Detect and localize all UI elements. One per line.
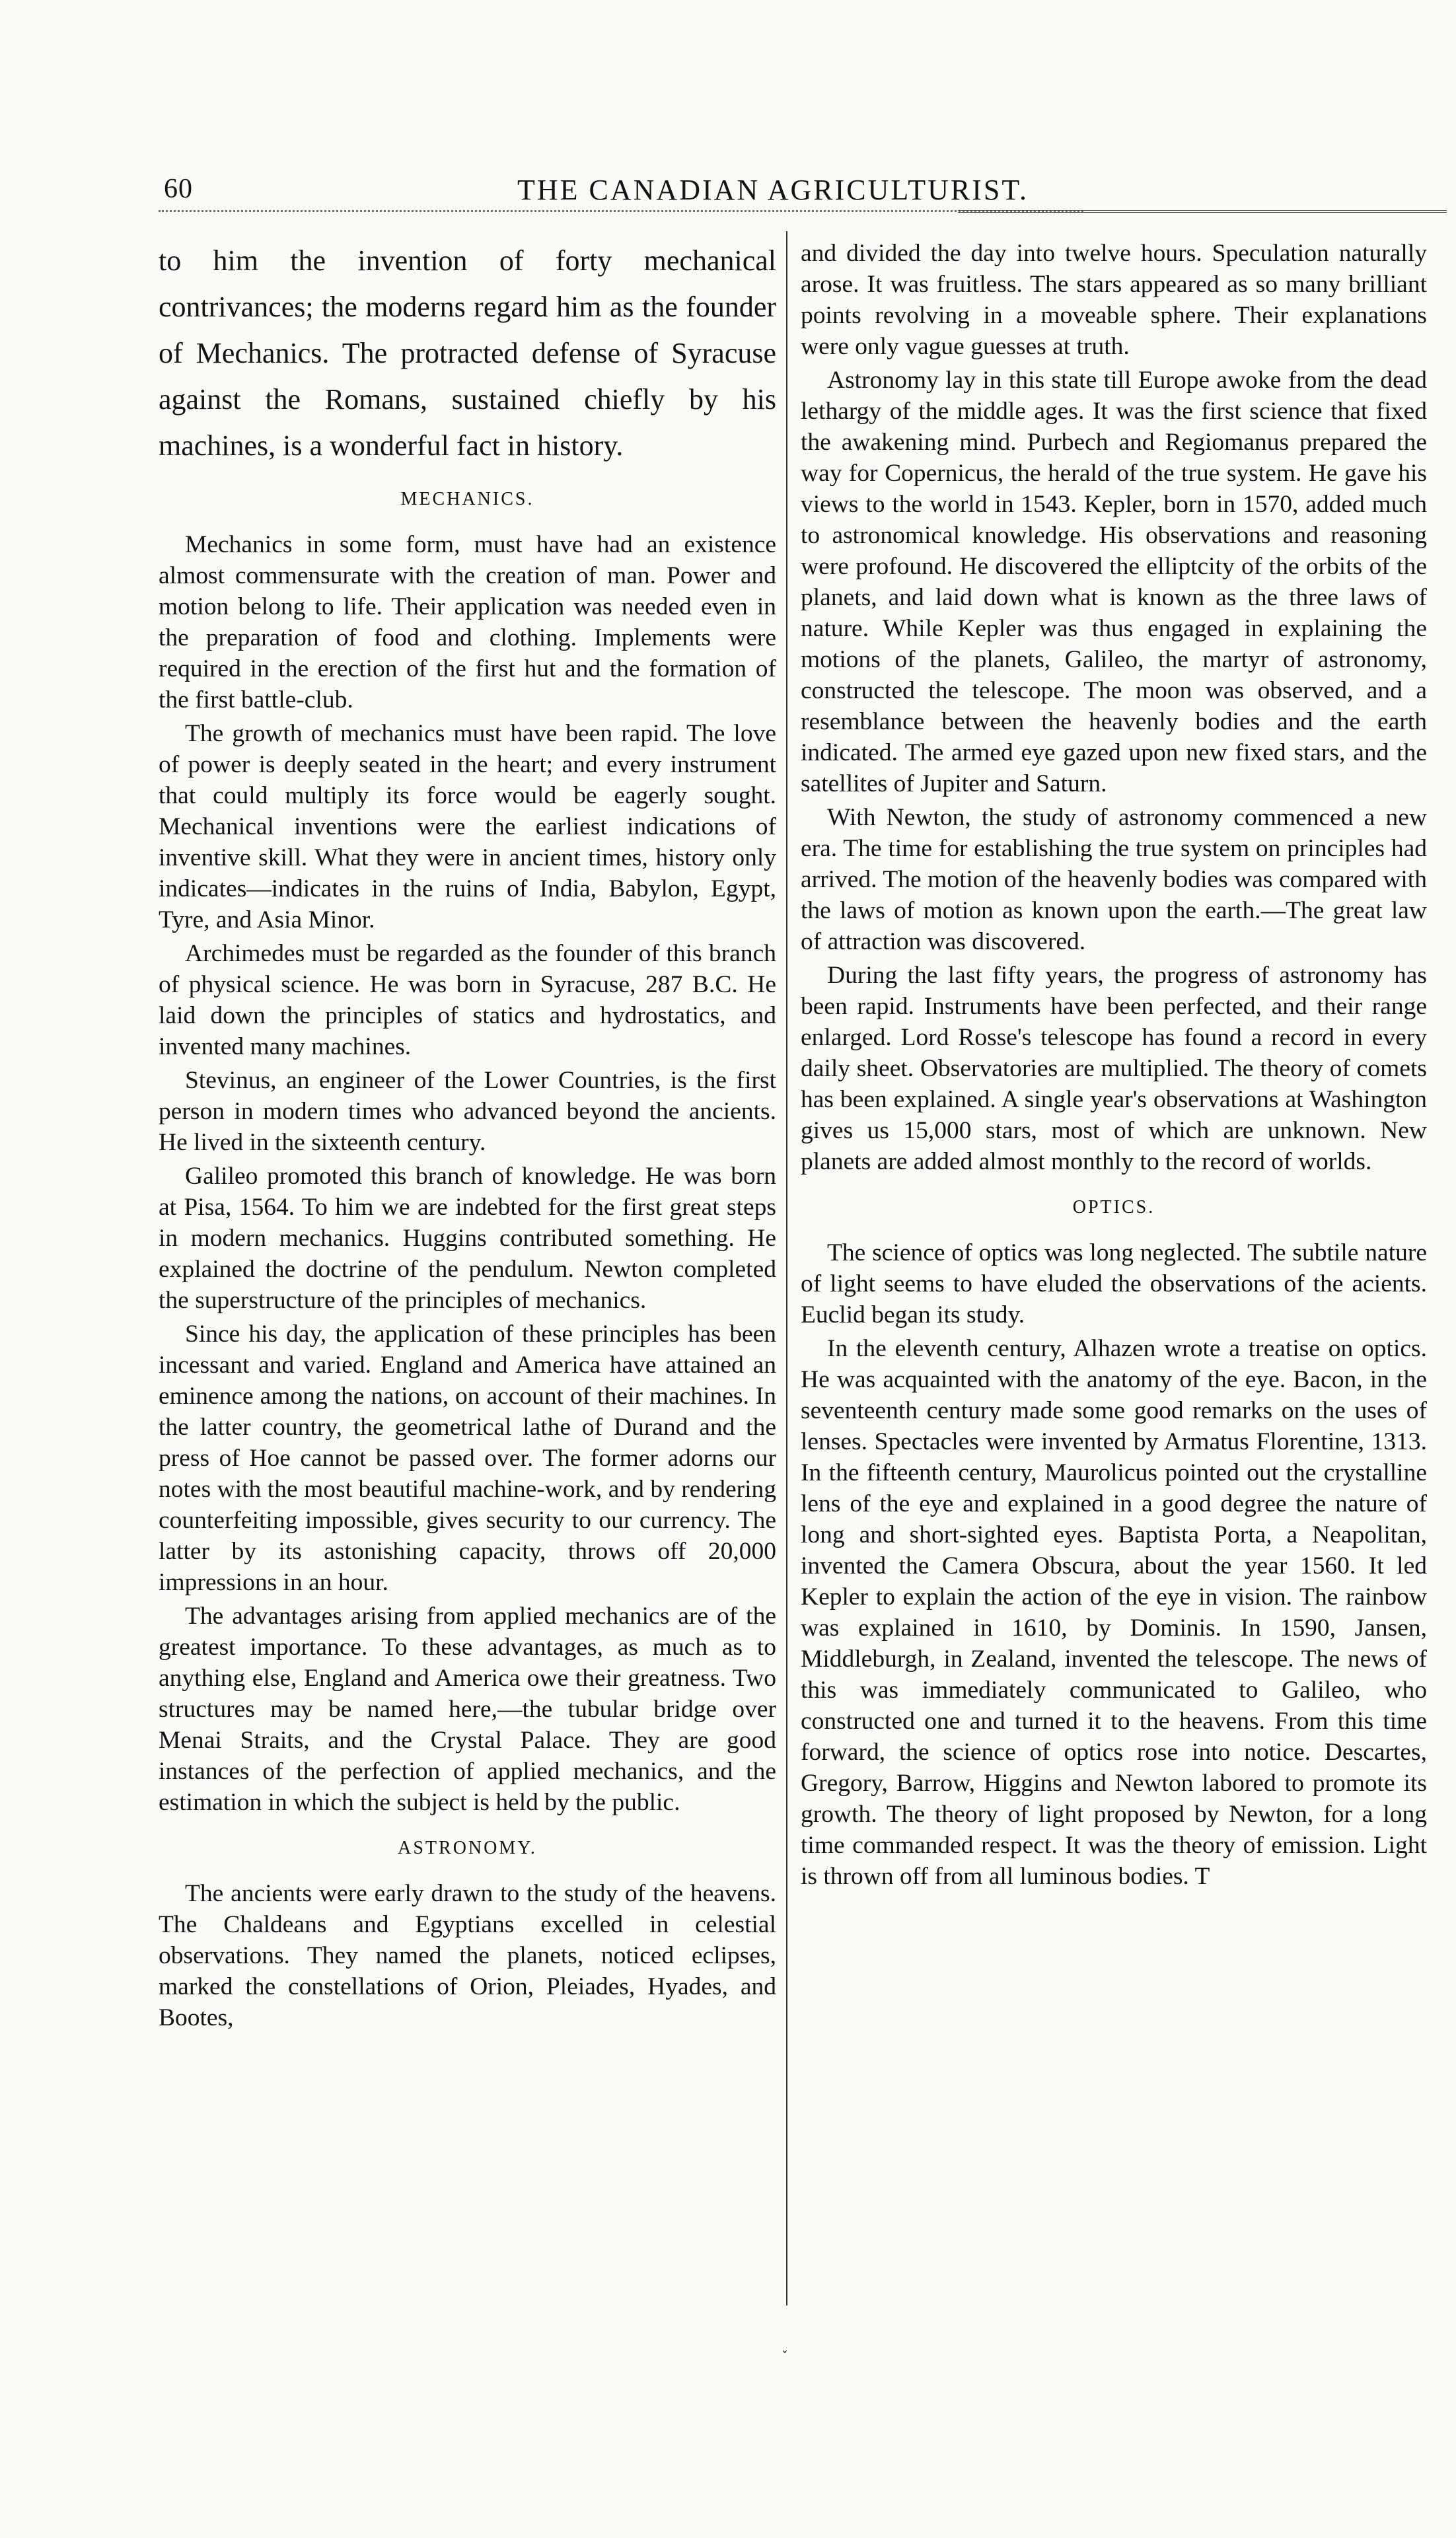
astronomy-paragraph-continued: and divided the day into twelve hours. Speculation naturally arose. It was fruitless. The stars appeared as so many brilliant points revolving in a moveable sphere. Their explanations were only vague guesses at truth. <box>801 240 1427 360</box>
column-divider <box>786 231 787 2305</box>
optics-paragraph-2: In the eleventh century, Alhazen wrote a treatise on optics. He was acquainted with the anatomy of the eye. Bacon, in the seventeenth century made some good remarks on the uses of lenses. Spectacles were invented by Armatus Florentine, 1313. In the fifteenth century, Maurolicus pointed out the crystalline lens of the eye and explained in a good degree the nature of long and short-sighted eyes. Baptista Porta, a Neapolitan, invented the Camera Obscura, about the year 1560. It led Kepler to explain the action of the eye in vision. The rainbow was explained in 1610, by Dominis. In 1590, Jansen, Middleburgh, in Zealand, invented the telescope. The news of this was immediately communicated to Galileo, who constructed one and turned it to the heavens. From this time forward, the science of optics rose into notice. Descartes, Gregory, Barrow, Higgins and Newton labored to promote its growth. The theory of light proposed by Newton, for a long time commanded respect. It was the theory of emission. Light is thrown off from all luminous bodies. T <box>801 1335 1427 1890</box>
left-column <box>159 238 776 2036</box>
astronomy-paragraph-1: The ancients were early drawn to the study of the heavens. The Chaldeans and Egyptians excelled in celestial observations. They named the planets, noticed eclipses, marked the constellations of Orion, Pleiades, Hyades, and Bootes, <box>159 1880 776 2031</box>
mechanics-paragraph-2: The growth of mechanics must have been rapid. The love of power is deeply seated in the heart; and every instrument that could multiply its force would be eagerly sought. Mechanical inventions were the earliest indications of inventive skill. What they were in ancient times, history only indicates—indicates in the ruins of India, Babylon, Egypt, Tyre, and Asia Minor. <box>159 720 776 933</box>
running-title: THE CANADIAN AGRICULTURIST. <box>517 174 1029 206</box>
mechanics-paragraph-3: Archimedes must be regarded as the founder of this branch of physical science. He was born in Syracuse, 287 B.C. He laid down the principles of statics and hydrostatics, and invented many machines. <box>159 940 776 1060</box>
optics-paragraph-1: The science of optics was long neglected. The subtile nature of light seems to have eluded the observations of the acients. Euclid began its study. <box>801 1239 1427 1328</box>
optics-heading: OPTICS. <box>1072 1197 1155 1217</box>
astronomy-paragraph-3: With Newton, the study of astronomy commenced a new era. The time for establishing the true system on principles had arrived. The motion of the heavenly bodies was compared with the laws of motion as known upon the earth.—The great law of attraction was discovered. <box>801 804 1427 955</box>
mechanics-heading: MECHANICS. <box>400 489 534 509</box>
ink-mark: ˯ <box>782 2332 788 2354</box>
mechanics-paragraph-6: Since his day, the application of these principles has been incessant and varied. England and America have attained an eminence among the nations, on account of their machines. In the latter country, the geometrical lathe of Durand and the press of Hoe cannot be passed over. The former adorns our notes with the most beautiful machine-work, and by rendering counterfeiting impossible, gives security to our currency. The latter by its astonishing capacity, throws off 20,000 impressions in an hour. <box>159 1321 776 1596</box>
header-rule-left <box>159 210 1083 212</box>
mechanics-paragraph-5: Galileo promoted this branch of knowledge. He was born at Pisa, 1564. To him we are indebted for the first great steps in modern mechanics. Huggins contributed something. He explained the doctrine of the pendulum. Newton completed the superstructure of the principles of mechanics. <box>159 1163 776 1314</box>
mechanics-paragraph-1: Mechanics in some form, must have had an existence almost commensurate with the creation of man. Power and motion belong to life. Their application was needed even in the preparation of food and clothing. Implements were required in the erection of the first hut and the formation of the first battle-club. <box>159 531 776 713</box>
astronomy-paragraph-4: During the last fifty years, the progress of astronomy has been rapid. Instruments have been perfected, and their range enlarged. Lord Rosse's telescope has found a record in every daily sheet. Observatories are multiplied. The theory of comets has been explained. A single year's observations at Washington gives us 15,000 stars, most of which are unknown. New planets are added almost monthly to the record of worlds. <box>801 962 1427 1175</box>
astronomy-heading: ASTRONOMY. <box>398 1838 537 1858</box>
astronomy-paragraph-2: Astronomy lay in this state till Europe awoke from the dead lethargy of the middle ages. It was the first science that fixed the awakening mind. Purbech and Regiomanus prepared the way for Copernicus, the herald of the true system. He gave his views to the world in 1543. Kepler, born in 1570, added much to astronomical knowledge. His observations and reasoning were profound. He discovered the elliptcity of the orbits of the planets, and laid down what is known as the three laws of nature. While Kepler was thus engaged in explaining the motions of the planets, Galileo, the martyr of astronomy, constructed the telescope. The moon was observed, and a resemblance between the heavenly bodies and the earth indicated. The armed eye gazed upon new fixed stars, and the satellites of Jupiter and Saturn. <box>801 367 1427 797</box>
right-column <box>801 238 1427 1895</box>
mechanics-paragraph-4: Stevinus, an engineer of the Lower Countries, is the first person in modern times who advanced beyond the ancients. He lived in the sixteenth century. <box>159 1067 776 1156</box>
intro-paragraph: to him the invention of forty mechanical contrivances; the moderns regard him as the founder of Mechanics. The protracted defense of Syracuse against the Romans, sustained chiefly by his machines, is a wonderful fact in history. <box>159 244 776 462</box>
mechanics-paragraph-7: The advantages arising from applied mechanics are of the greatest importance. To these advantages, as much as to anything else, England and America owe their greatness. Two structures may be named here,—the tubular bridge over Menai Straits, and the Crystal Palace. They are good instances of the perfection of applied mechanics, and the estimation in which the subject is held by the public. <box>159 1603 776 1816</box>
page-number: 60 <box>164 174 193 204</box>
header-rule-right <box>958 210 1447 213</box>
